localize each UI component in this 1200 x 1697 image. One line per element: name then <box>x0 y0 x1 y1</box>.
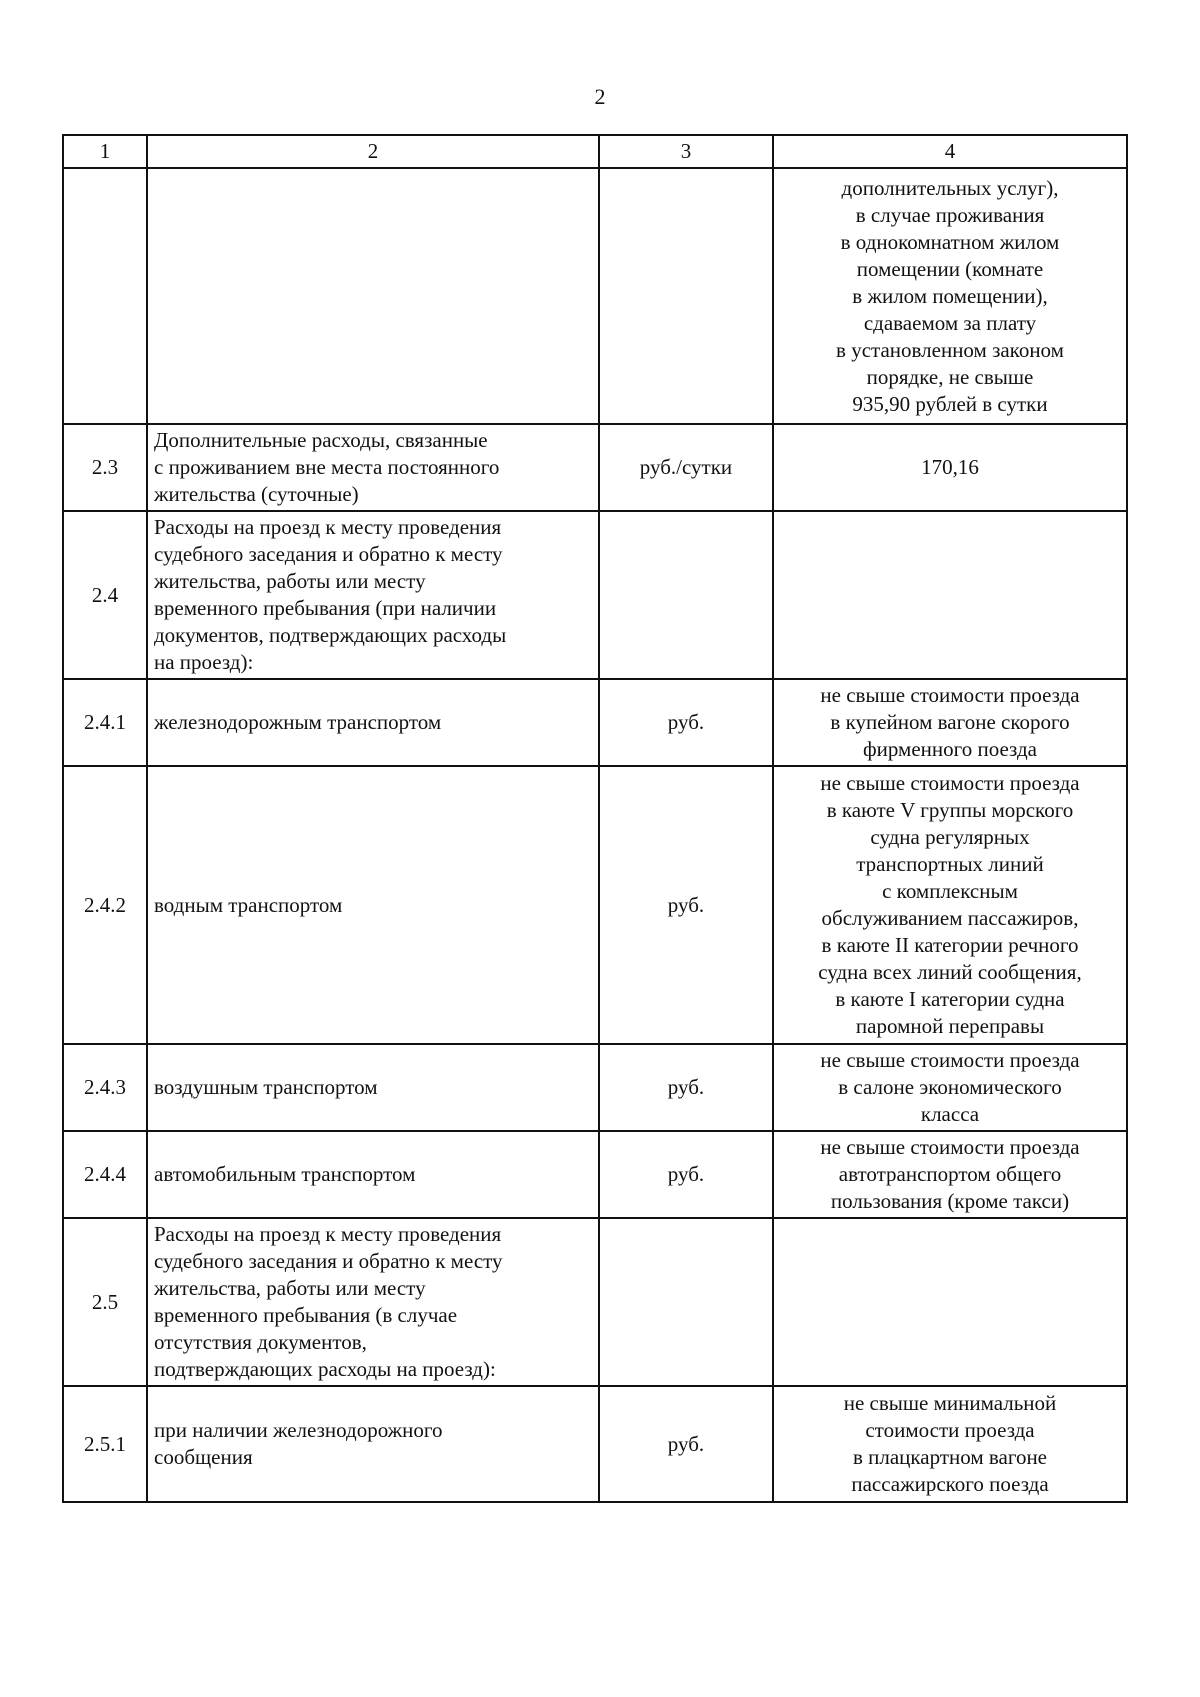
row-value <box>773 1218 1127 1386</box>
table-header-row <box>63 135 1127 168</box>
column-header-2: 2 <box>147 135 599 168</box>
row-value: не свыше стоимости проезда в каюте V группы морского судна регулярных транспортных линий с комплексным обслуживанием пассажиров, в каюте II категории речного судна всех линий сообщения, в каюте I категории судна паромной переправы <box>773 766 1127 1044</box>
table-row <box>63 1131 1127 1218</box>
row-unit: руб./сутки <box>599 424 773 511</box>
row-name: водным транспортом <box>147 766 599 1044</box>
row-value: не свыше стоимости проезда в салоне экономического класса <box>773 1044 1127 1131</box>
row-value <box>773 511 1127 679</box>
row-number: 2.5.1 <box>63 1386 147 1502</box>
row-unit <box>599 168 773 424</box>
table-row <box>63 1386 1127 1502</box>
row-name: воздушным транспортом <box>147 1044 599 1131</box>
row-unit: руб. <box>599 766 773 1044</box>
row-name: Дополнительные расходы, связанные с проживанием вне места постоянного жительства (суточные) <box>147 424 599 511</box>
table-row <box>63 1218 1127 1386</box>
table-row <box>63 1044 1127 1131</box>
table-row <box>63 766 1127 1044</box>
row-number: 2.4.3 <box>63 1044 147 1131</box>
row-name: Расходы на проезд к месту проведения судебного заседания и обратно к месту жительства, работы или месту временного пребывания (при наличии документов, подтверждающих расходы на проезд): <box>147 511 599 679</box>
row-unit: руб. <box>599 1131 773 1218</box>
row-unit: руб. <box>599 1044 773 1131</box>
row-name: при наличии железнодорожного сообщения <box>147 1386 599 1502</box>
row-unit: руб. <box>599 1386 773 1502</box>
row-value: не свыше стоимости проезда автотранспортом общего пользования (кроме такси) <box>773 1131 1127 1218</box>
row-unit <box>599 1218 773 1386</box>
column-header-4: 4 <box>773 135 1127 168</box>
rates-table <box>62 134 1128 1503</box>
row-value: не свыше минимальной стоимости проезда в плацкартном вагоне пассажирского поезда <box>773 1386 1127 1502</box>
row-number: 2.4 <box>63 511 147 679</box>
table-row <box>63 168 1127 424</box>
row-number: 2.3 <box>63 424 147 511</box>
row-unit: руб. <box>599 679 773 766</box>
row-value: 170,16 <box>773 424 1127 511</box>
row-value: не свыше стоимости проезда в купейном вагоне скорого фирменного поезда <box>773 679 1127 766</box>
column-header-3: 3 <box>599 135 773 168</box>
table-row <box>63 679 1127 766</box>
table-row <box>63 424 1127 511</box>
row-value: дополнительных услуг), в случае проживания в однокомнатном жилом помещении (комнате в жилом помещении), сдаваемом за плату в установленном законом порядке, не свыше 935,90 рублей в сутки <box>773 168 1127 424</box>
column-header-1: 1 <box>63 135 147 168</box>
table-row <box>63 511 1127 679</box>
row-number <box>63 168 147 424</box>
row-number: 2.4.2 <box>63 766 147 1044</box>
row-name <box>147 168 599 424</box>
page-number: 2 <box>594 84 606 109</box>
row-number: 2.5 <box>63 1218 147 1386</box>
row-name: Расходы на проезд к месту проведения судебного заседания и обратно к месту жительства, работы или месту временного пребывания (в случае отсутствия документов, подтверждающих расходы на проезд): <box>147 1218 599 1386</box>
row-number: 2.4.1 <box>63 679 147 766</box>
row-unit <box>599 511 773 679</box>
row-name: автомобильным транспортом <box>147 1131 599 1218</box>
row-name: железнодорожным транспортом <box>147 679 599 766</box>
row-number: 2.4.4 <box>63 1131 147 1218</box>
